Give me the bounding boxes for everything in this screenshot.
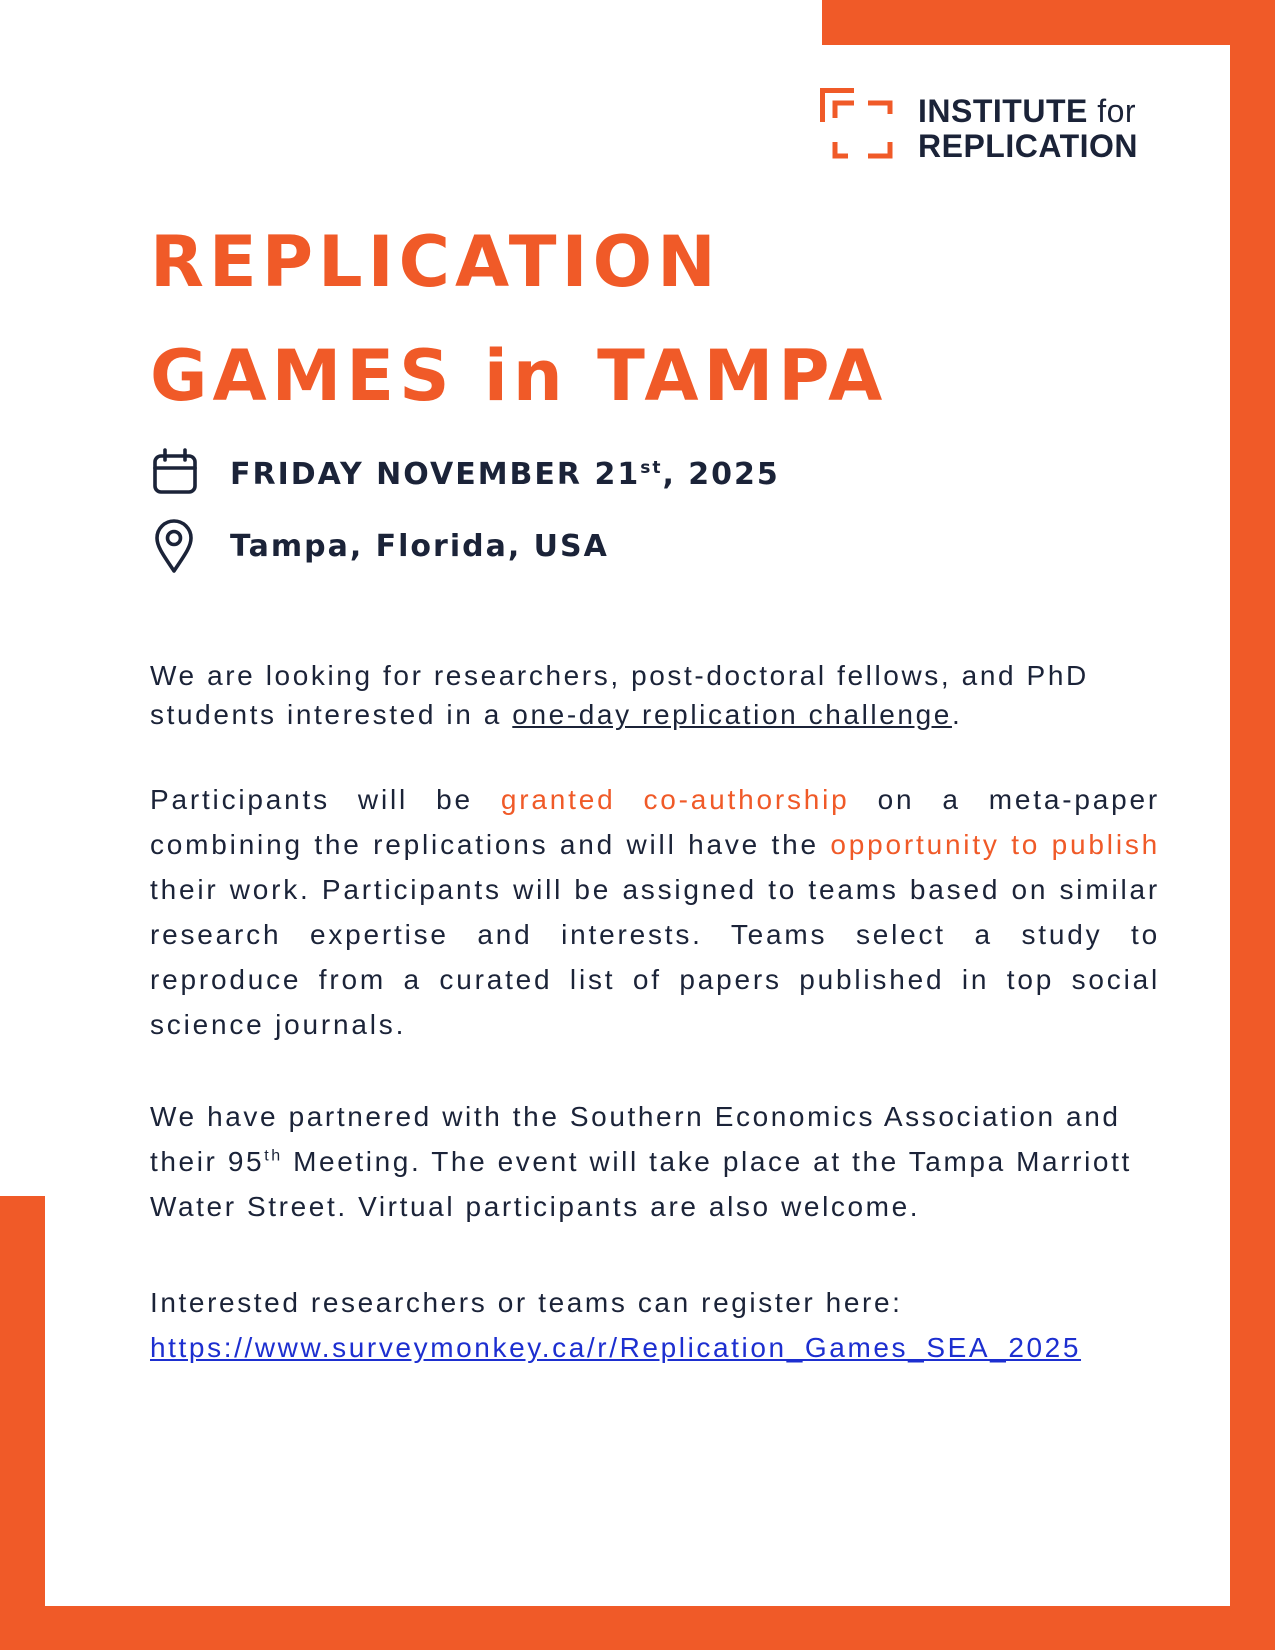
page-title [150,205,887,433]
event-date-year: , 2025 [662,456,780,492]
participation-text-mid: on a meta-paper combining the replications and will have the [150,784,1160,860]
title-line1: REPLICATION [150,221,721,303]
intro-text: We are looking for researchers, post-doctoral fellows, and PhD students interested in a [150,660,1089,730]
partnership-paragraph [150,1094,1160,1229]
event-date [230,457,780,492]
title-line2: GAMES in TAMPA [150,335,888,417]
event-location: Tampa, Florida, USA [230,528,609,564]
frame-right-bar [1230,0,1275,1650]
institute-logo [820,86,1180,166]
partnership-ordinal: th [264,1147,283,1165]
registration-paragraph [150,1280,1160,1370]
participation-text-start: Participants will be [150,784,501,815]
publish-highlight: opportunity to publish [830,829,1161,860]
participation-text-end: their work. Participants will be assigned to teams based on similar research expertise and interests. Teams select a study to reproduce from a curated list of papers published in top social science journals. [150,874,1160,1040]
logo-line2: REPLICATION [918,128,1139,164]
co-authorship-highlight: granted co-authorship [500,784,850,815]
registration-link[interactable]: https://www.surveymonkey.ca/r/Replication_Games_SEA_2025 [150,1332,1082,1363]
partnership-text-start: We have partnered with the Southern Economics Association and their 95 [150,1101,1121,1177]
event-date-main: FRIDAY NOVEMBER 21 [230,456,641,492]
intro-end: . [951,699,963,730]
calendar-icon [150,446,202,502]
event-date-row [150,446,780,502]
replication-logo-icon [820,88,896,164]
logo-line1-suffix: for [1097,93,1137,129]
partnership-text-end: Meeting. The event will take place at the Tampa Marriott Water Street. Virtual participants are also welcome. [150,1146,1132,1222]
intro-underlined-text: one-day replication challenge [512,699,952,730]
frame-bottom-bar [0,1606,1275,1650]
event-date-ordinal: st [640,457,663,478]
event-location-row [150,518,609,574]
map-pin-icon [150,518,202,574]
frame-left-bar [0,1196,45,1650]
participation-paragraph [150,777,1160,1047]
logo-wordmark [918,94,1138,164]
intro-paragraph [150,656,1160,734]
registration-text: Interested researchers or teams can register here: [150,1287,903,1318]
frame-top-bar [822,0,1275,45]
logo-line1: INSTITUTE [918,93,1088,129]
